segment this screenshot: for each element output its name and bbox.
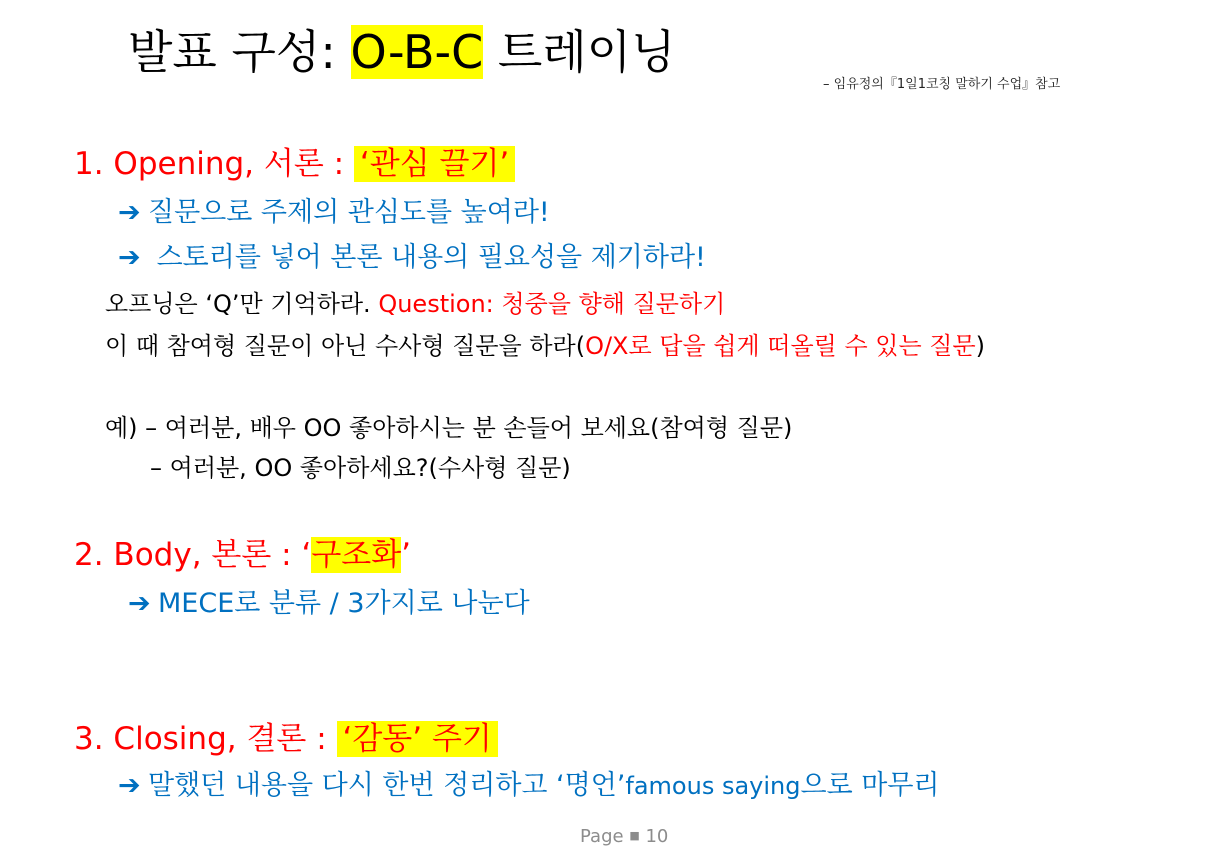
opening-example-2: – 여러분, OO 좋아하세요?(수사형 질문) xyxy=(150,454,571,482)
section-opening-highlight: ‘관심 끌기’ xyxy=(354,146,515,182)
section-body-label: 2. Body, 본론 : xyxy=(74,537,302,573)
opening-line-2-red: O/X로 답을 쉽게 떠올릴 수 있는 질문 xyxy=(585,332,976,360)
closing-bullet-small: famous saying xyxy=(625,772,801,800)
opening-line-1-red: Question: 청중을 향해 질문하기 xyxy=(378,290,726,318)
body-bullet-1-text: MECE로 분류 / 3가지로 나눈다 xyxy=(158,588,530,619)
section-body-highlight: 구조화 xyxy=(311,537,402,573)
section-closing-heading xyxy=(74,719,498,759)
footer-label: Page xyxy=(580,826,624,847)
opening-bullet-1-text: 질문으로 주제의 관심도를 높여라! xyxy=(148,197,550,228)
opening-bullet-2-text: 스토리를 넣어 본론 내용의 필요성을 제기하라! xyxy=(148,242,706,273)
opening-bullet-2 xyxy=(118,240,706,276)
opening-line-2 xyxy=(105,330,985,362)
arrow-right-icon: ➔ xyxy=(118,197,141,228)
opening-bullet-1 xyxy=(118,195,550,231)
source-citation: – 임유정의『1일1코칭 말하기 수업』참고 xyxy=(823,77,1061,92)
section-closing-highlight: ‘감동’ 주기 xyxy=(337,721,498,757)
footer-page-number: 10 xyxy=(645,826,669,847)
arrow-right-icon: ➔ xyxy=(118,770,141,801)
section-opening-heading xyxy=(74,144,515,184)
title-suffix: 트레이닝 xyxy=(483,25,676,79)
arrow-right-icon: ➔ xyxy=(118,242,141,273)
slide-title xyxy=(128,22,676,82)
section-opening-label: 1. Opening, 서론 : xyxy=(74,146,354,182)
closing-bullet-end: 으로 마무리 xyxy=(800,770,940,801)
opening-line-2-close: ) xyxy=(975,332,986,360)
opening-example-1: 예) – 여러분, 배우 OO 좋아하시는 분 손들어 보세요(참여형 질문) xyxy=(105,414,793,442)
body-bullet-1 xyxy=(128,586,530,622)
section-closing-label: 3. Closing, 결론 : xyxy=(74,721,337,757)
opening-line-1-black: 오프닝은 ‘Q’만 기억하라. xyxy=(105,290,379,318)
title-highlight: O-B-C xyxy=(350,25,484,79)
opening-line-1 xyxy=(105,288,725,320)
closing-bullet-1 xyxy=(118,768,939,804)
footer-square-icon: ■ xyxy=(629,829,640,842)
arrow-right-icon: ➔ xyxy=(128,588,151,619)
section-body-heading xyxy=(74,535,411,575)
title-prefix: 발표 구성: xyxy=(128,25,351,79)
section-body-quote-open: ‘ xyxy=(301,537,312,573)
opening-line-2-black: 이 때 참여형 질문이 아닌 수사형 질문을 하라( xyxy=(105,332,586,360)
closing-bullet-main: 말했던 내용을 다시 한번 정리하고 ‘명언’ xyxy=(148,770,626,801)
section-body-quote-close: ’ xyxy=(401,537,412,573)
page-footer xyxy=(580,826,668,847)
